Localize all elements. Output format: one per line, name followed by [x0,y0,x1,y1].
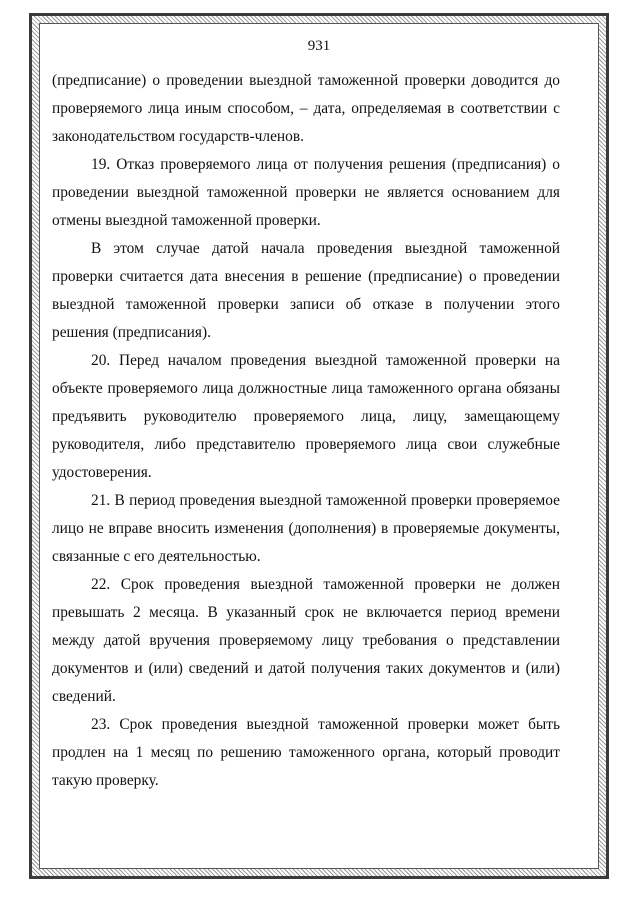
page-number: 931 [307,38,331,54]
paragraph-19-note: В этом случае датой начала проведения выездной таможенной проверки считается дата внесения в решение (предписание) о проведении выездной таможенной проверки записи об отказе в получении этого решения (предписания). [52,240,560,341]
paragraph-19: 19. Отказ проверяемого лица от получения решения (предписания) о проведении выездной таможенной проверки не является основанием для отмены выездной таможенной проверки. [52,156,560,229]
paragraph-21: 21. В период проведения выездной таможенной проверки проверяемое лицо не вправе вносить изменения (дополнения) в проверяемые документы, связанные с его деятельностью. [52,492,560,565]
paragraph-20: 20. Перед началом проведения выездной таможенной проверки на объекте проверяемого лица должностные лица таможенного органа обязаны предъявить руководителю проверяемого лица, лицу, замещающему руководителя, либо представителю проверяемого лица свои служебные удостоверения. [52,352,560,481]
paragraph-22: 22. Срок проведения выездной таможенной проверки не должен превышать 2 месяца. В указанный срок не включается период времени между датой вручения проверяемому лицу требования о представлении документов и (или) сведений и датой получения таких документов и (или) сведений. [52,576,560,705]
document-body [52,67,560,795]
paragraph-continuation: (предписание) о проведении выездной таможенной проверки доводится до проверяемого лица иным способом, – дата, определяемая в соответствии с законодательством государств-членов. [52,72,560,145]
paragraph-23: 23. Срок проведения выездной таможенной проверки может быть продлен на 1 месяц по решению таможенного органа, который проводит такую проверку. [52,716,560,789]
